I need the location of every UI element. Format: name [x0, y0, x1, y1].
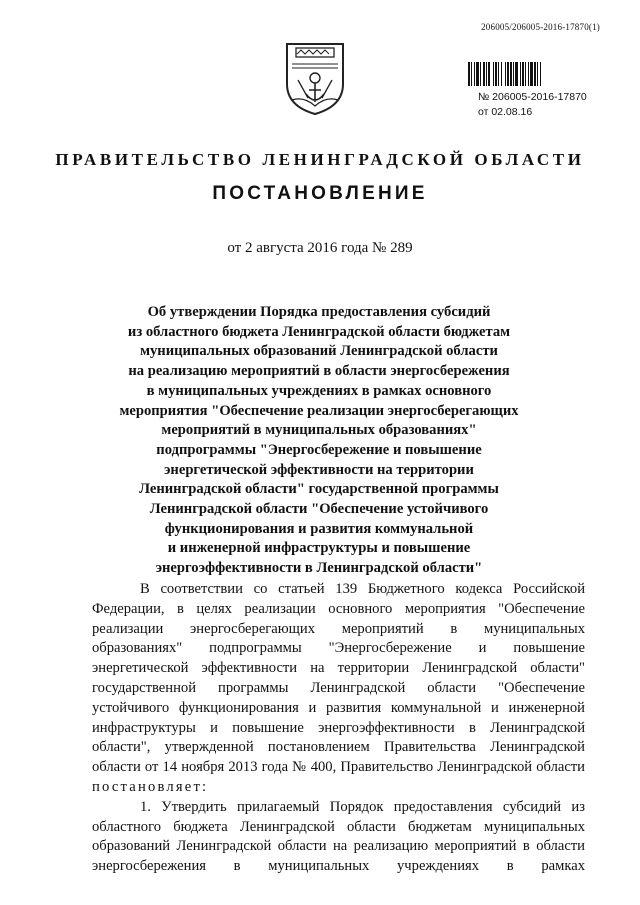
subject-line: и инженерной инфраструктуры и повышение	[167, 540, 471, 557]
subject-line: энергетической эффективности на территории	[164, 461, 474, 478]
preamble-text: В соответствии со статьей 139 Бюджетного кодекса Российской Федерации, в целях реализации основного мероприятия "Обеспечение реализации энергосберегающих мероприятий в муниципальных образованиях" подпрограммы "Энергосбережение и повышение энергетической эффективности на территории Ленинградской области" государственной программы Ленинградской области "Обеспечение устойчивого функционирования и развития коммунальной и инженерной инфраструктуры и повышение энергоэффективности в Ленинградской области", утвержденной постановлением Правительства Ленинградской области от 14 ноября 2013 года № 400, Правительство Ленинградской области	[92, 581, 585, 776]
subject-line: в муниципальных учреждениях в рамках основного	[146, 382, 492, 399]
subject-line: подпрограммы "Энергосбережение и повышение	[156, 441, 482, 458]
subject-line: на реализацию мероприятий в области энергосбережения	[128, 363, 510, 380]
coat-of-arms-icon	[284, 40, 346, 116]
document-date-number: от 2 августа 2016 года № 289	[227, 240, 413, 256]
document-type: ПОСТАНОВЛЕНИЕ	[212, 183, 428, 204]
preamble-paragraph	[92, 580, 585, 798]
document-subject	[90, 303, 548, 579]
barcode-icon	[468, 62, 592, 86]
subject-line: мероприятий в муниципальных образованиях"	[161, 422, 477, 439]
registration-stamp	[478, 90, 587, 120]
government-name: ПРАВИТЕЛЬСТВО ЛЕНИНГРАДСКОЙ ОБЛАСТИ	[55, 150, 585, 169]
subject-line: Ленинградской области "Обеспечение устойчивого	[149, 501, 489, 518]
decree-word: постановляет:	[92, 778, 209, 795]
subject-line: функционирования и развития коммунальной	[164, 520, 474, 537]
subject-line: муниципальных образований Ленинградской области	[140, 343, 498, 360]
subject-line: энергоэффективности в Ленинградской области"	[155, 560, 483, 577]
document-reference: 206005/206005-2016-17870(1)	[481, 22, 600, 32]
subject-line: мероприятия "Обеспечение реализации энергосберегающих	[119, 402, 519, 419]
subject-line: Об утверждении Порядка предоставления субсидий	[147, 304, 491, 320]
subject-line: Ленинградской области" государственной программы	[139, 481, 499, 498]
registration-number: № 206005-2016-17870	[478, 91, 587, 103]
item-1-paragraph: 1. Утвердить прилагаемый Порядок предоставления субсидий из областного бюджета Ленинградской области бюджетам муниципальных образований Ленинградской области на реализацию мероприятий в области энергосбережения в муниципальных учреждениях в рамках	[92, 798, 585, 875]
document-body	[92, 580, 585, 877]
subject-line: из областного бюджета Ленинградской области бюджетам	[127, 323, 511, 340]
registration-date: от 02.08.16	[478, 106, 533, 118]
